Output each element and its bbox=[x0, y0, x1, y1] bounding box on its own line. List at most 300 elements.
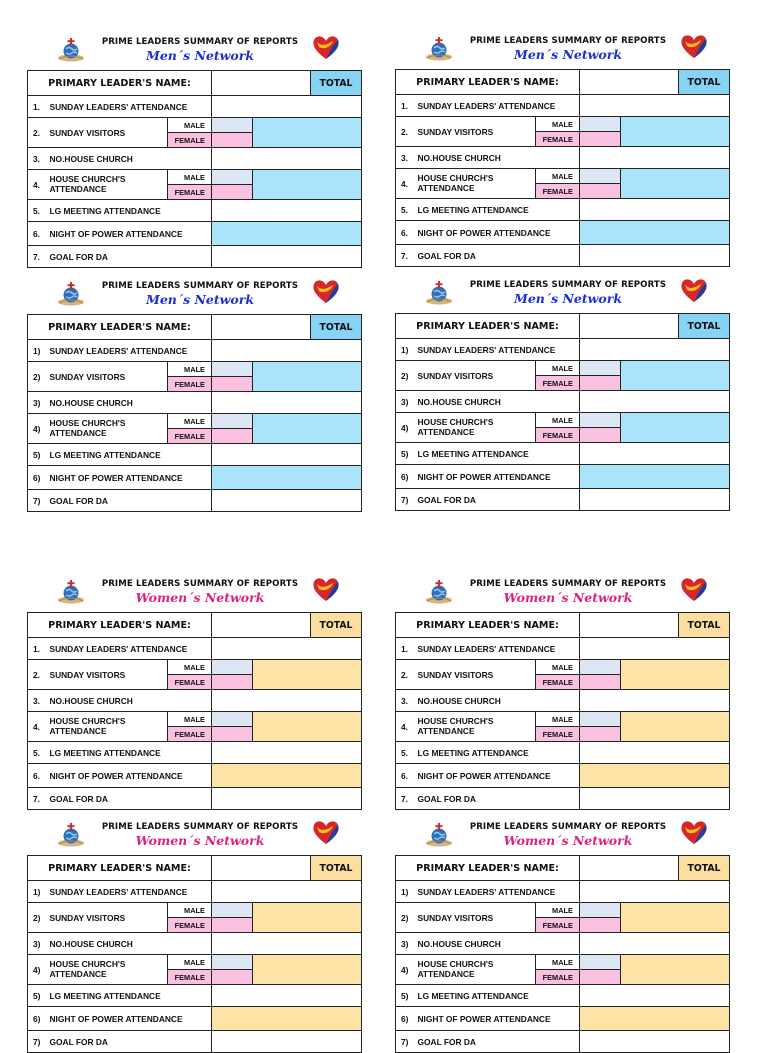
item-number: 1. bbox=[28, 96, 50, 118]
no-house-church-field[interactable] bbox=[580, 933, 730, 955]
heart-logo-icon bbox=[311, 818, 341, 846]
leader-name-label: PRIMARY LEADER'S NAME: bbox=[396, 314, 580, 339]
church-logo-icon bbox=[425, 579, 453, 605]
sunday-leaders-attendance-field[interactable] bbox=[212, 881, 362, 903]
goal-for-da-field[interactable] bbox=[212, 490, 362, 512]
house-church-attendance-male-field[interactable] bbox=[580, 955, 621, 970]
item-label: SUNDAY LEADERS' ATTENDANCE bbox=[50, 881, 212, 903]
lg-meeting-attendance-field[interactable] bbox=[580, 443, 730, 465]
network-name: Men´s Network bbox=[513, 47, 622, 62]
sunday-leaders-attendance-field[interactable] bbox=[580, 339, 730, 361]
house-church-attendance-male-field[interactable] bbox=[212, 170, 253, 185]
female-label: FEMALE bbox=[536, 918, 580, 933]
church-logo-icon bbox=[425, 280, 453, 306]
report-form-table bbox=[27, 612, 362, 810]
sunday-visitors-female-field[interactable] bbox=[580, 675, 621, 690]
sunday-leaders-attendance-field[interactable] bbox=[580, 95, 730, 117]
item-row-night-of-power-attendance bbox=[396, 764, 730, 788]
item-row-house-church-attendance bbox=[28, 170, 362, 185]
heart-logo-icon bbox=[311, 33, 341, 61]
item-row-sunday-leaders-attendance bbox=[28, 340, 362, 362]
item-number: 6) bbox=[28, 1007, 50, 1031]
item-label: LG MEETING ATTENDANCE bbox=[418, 742, 580, 764]
report-card-men-2 bbox=[395, 32, 729, 267]
item-label: HOUSE CHURCH'S ATTENDANCE bbox=[418, 169, 536, 199]
night-of-power-attendance-field[interactable] bbox=[580, 465, 730, 489]
item-label: LG MEETING ATTENDANCE bbox=[50, 444, 212, 466]
leader-name-row bbox=[396, 613, 730, 638]
item-row-sunday-visitors bbox=[396, 660, 730, 675]
item-row-goal-for-da bbox=[28, 246, 362, 268]
leader-name-label: PRIMARY LEADER'S NAME: bbox=[28, 71, 212, 96]
house-church-attendance-female-field[interactable] bbox=[580, 970, 621, 985]
leader-name-label: PRIMARY LEADER'S NAME: bbox=[28, 613, 212, 638]
leader-name-field[interactable] bbox=[580, 70, 679, 95]
house-church-attendance-total-field[interactable] bbox=[621, 169, 730, 199]
item-label: NO.HOUSE CHURCH bbox=[418, 391, 580, 413]
sunday-leaders-attendance-field[interactable] bbox=[212, 638, 362, 660]
female-label: FEMALE bbox=[168, 377, 212, 392]
item-row-sunday-visitors bbox=[396, 903, 730, 918]
item-label: NO.HOUSE CHURCH bbox=[50, 148, 212, 170]
item-label: NIGHT OF POWER ATTENDANCE bbox=[50, 764, 212, 788]
item-row-sunday-leaders-attendance bbox=[28, 881, 362, 903]
item-label: GOAL FOR DA bbox=[418, 245, 580, 267]
report-form-table bbox=[395, 69, 730, 267]
item-label: GOAL FOR DA bbox=[50, 246, 212, 268]
item-number: 5. bbox=[396, 742, 418, 764]
sunday-visitors-male-field[interactable] bbox=[580, 117, 621, 132]
item-number: 3) bbox=[396, 391, 418, 413]
male-label: MALE bbox=[536, 361, 580, 376]
male-label: MALE bbox=[168, 903, 212, 918]
leader-name-row bbox=[28, 315, 362, 340]
report-form-table bbox=[395, 612, 730, 810]
heart-logo-icon bbox=[679, 575, 709, 603]
report-form-table bbox=[395, 313, 730, 511]
male-label: MALE bbox=[536, 660, 580, 675]
network-name: Women´s Network bbox=[135, 590, 265, 605]
item-label: LG MEETING ATTENDANCE bbox=[418, 199, 580, 221]
item-row-goal-for-da bbox=[396, 788, 730, 810]
item-row-night-of-power-attendance bbox=[28, 466, 362, 490]
item-number: 2) bbox=[28, 362, 50, 392]
goal-for-da-field[interactable] bbox=[212, 1031, 362, 1053]
item-number: 1. bbox=[28, 638, 50, 660]
house-church-attendance-total-field[interactable] bbox=[621, 413, 730, 443]
item-number: 6) bbox=[396, 1007, 418, 1031]
item-label: SUNDAY VISITORS bbox=[50, 660, 168, 690]
house-church-attendance-male-field[interactable] bbox=[580, 413, 621, 428]
sunday-visitors-total-field[interactable] bbox=[621, 361, 730, 391]
item-row-sunday-leaders-attendance bbox=[396, 638, 730, 660]
item-label: NO.HOUSE CHURCH bbox=[418, 690, 580, 712]
sunday-visitors-female-field[interactable] bbox=[580, 918, 621, 933]
item-label: NIGHT OF POWER ATTENDANCE bbox=[50, 222, 212, 246]
goal-for-da-field[interactable] bbox=[212, 246, 362, 268]
sunday-visitors-female-field[interactable] bbox=[212, 377, 253, 392]
house-church-attendance-male-field[interactable] bbox=[212, 414, 253, 429]
item-label: HOUSE CHURCH'S ATTENDANCE bbox=[418, 413, 536, 443]
house-church-attendance-total-field[interactable] bbox=[621, 955, 730, 985]
card-header bbox=[27, 818, 361, 855]
item-row-house-church-attendance bbox=[28, 414, 362, 429]
network-name: Men´s Network bbox=[145, 292, 254, 307]
house-church-attendance-male-field[interactable] bbox=[580, 712, 621, 727]
item-label: GOAL FOR DA bbox=[50, 490, 212, 512]
item-number: 2) bbox=[396, 361, 418, 391]
card-header bbox=[27, 33, 361, 70]
item-number: 1) bbox=[28, 340, 50, 362]
item-row-lg-meeting-attendance bbox=[28, 985, 362, 1007]
lg-meeting-attendance-field[interactable] bbox=[580, 985, 730, 1007]
item-row-sunday-visitors bbox=[28, 118, 362, 133]
item-row-no-house-church bbox=[28, 690, 362, 712]
item-label: NIGHT OF POWER ATTENDANCE bbox=[50, 1007, 212, 1031]
item-number: 3. bbox=[28, 690, 50, 712]
sunday-leaders-attendance-field[interactable] bbox=[212, 96, 362, 118]
item-label: LG MEETING ATTENDANCE bbox=[418, 443, 580, 465]
house-church-attendance-female-field[interactable] bbox=[212, 970, 253, 985]
item-row-sunday-leaders-attendance bbox=[396, 339, 730, 361]
house-church-attendance-male-field[interactable] bbox=[580, 169, 621, 184]
card-header bbox=[395, 32, 729, 69]
no-house-church-field[interactable] bbox=[580, 690, 730, 712]
heart-logo-icon bbox=[311, 277, 341, 305]
female-label: FEMALE bbox=[168, 970, 212, 985]
no-house-church-field[interactable] bbox=[580, 147, 730, 169]
item-label: SUNDAY VISITORS bbox=[50, 903, 168, 933]
total-label: TOTAL bbox=[679, 70, 730, 95]
leader-name-field[interactable] bbox=[212, 71, 311, 96]
sunday-visitors-female-field[interactable] bbox=[580, 132, 621, 147]
male-label: MALE bbox=[168, 660, 212, 675]
lg-meeting-attendance-field[interactable] bbox=[212, 200, 362, 222]
sunday-leaders-attendance-field[interactable] bbox=[580, 638, 730, 660]
item-row-house-church-attendance bbox=[28, 712, 362, 727]
report-title: PRIME LEADERS SUMMARY OF REPORTS bbox=[469, 579, 667, 589]
item-label: LG MEETING ATTENDANCE bbox=[50, 985, 212, 1007]
item-row-no-house-church bbox=[28, 933, 362, 955]
card-header bbox=[395, 818, 729, 855]
lg-meeting-attendance-field[interactable] bbox=[212, 985, 362, 1007]
item-number: 4) bbox=[396, 955, 418, 985]
item-number: 3. bbox=[396, 690, 418, 712]
item-row-goal-for-da bbox=[396, 245, 730, 267]
item-row-sunday-visitors bbox=[28, 660, 362, 675]
leader-name-row bbox=[28, 856, 362, 881]
sunday-visitors-male-field[interactable] bbox=[212, 903, 253, 918]
item-label: SUNDAY VISITORS bbox=[50, 118, 168, 148]
house-church-attendance-female-field[interactable] bbox=[580, 428, 621, 443]
report-card-men-3 bbox=[27, 277, 361, 512]
sunday-visitors-male-field[interactable] bbox=[580, 903, 621, 918]
sunday-visitors-total-field[interactable] bbox=[253, 903, 362, 933]
heart-logo-icon bbox=[679, 32, 709, 60]
sunday-visitors-male-field[interactable] bbox=[212, 660, 253, 675]
item-label: GOAL FOR DA bbox=[50, 788, 212, 810]
report-title: PRIME LEADERS SUMMARY OF REPORTS bbox=[469, 36, 667, 46]
lg-meeting-attendance-field[interactable] bbox=[212, 444, 362, 466]
item-row-lg-meeting-attendance bbox=[28, 444, 362, 466]
item-number: 6) bbox=[28, 466, 50, 490]
item-number: 7. bbox=[28, 788, 50, 810]
house-church-attendance-female-field[interactable] bbox=[212, 727, 253, 742]
female-label: FEMALE bbox=[168, 675, 212, 690]
item-row-night-of-power-attendance bbox=[396, 221, 730, 245]
sunday-visitors-total-field[interactable] bbox=[253, 362, 362, 392]
report-card-men-4 bbox=[395, 276, 729, 511]
female-label: FEMALE bbox=[536, 376, 580, 391]
network-name: Women´s Network bbox=[135, 833, 265, 848]
goal-for-da-field[interactable] bbox=[212, 788, 362, 810]
report-card-women-8 bbox=[395, 818, 729, 1053]
sunday-visitors-male-field[interactable] bbox=[212, 118, 253, 133]
item-row-lg-meeting-attendance bbox=[396, 985, 730, 1007]
sunday-visitors-female-field[interactable] bbox=[212, 675, 253, 690]
no-house-church-field[interactable] bbox=[212, 148, 362, 170]
female-label: FEMALE bbox=[536, 675, 580, 690]
male-label: MALE bbox=[536, 712, 580, 727]
item-row-night-of-power-attendance bbox=[396, 465, 730, 489]
item-row-sunday-leaders-attendance bbox=[396, 881, 730, 903]
leader-name-field[interactable] bbox=[580, 314, 679, 339]
item-row-sunday-visitors bbox=[28, 362, 362, 377]
item-number: 2) bbox=[396, 903, 418, 933]
item-row-no-house-church bbox=[396, 391, 730, 413]
sunday-leaders-attendance-field[interactable] bbox=[580, 881, 730, 903]
report-title: PRIME LEADERS SUMMARY OF REPORTS bbox=[101, 281, 299, 291]
item-number: 6. bbox=[396, 221, 418, 245]
card-header bbox=[395, 276, 729, 313]
item-label: NIGHT OF POWER ATTENDANCE bbox=[418, 764, 580, 788]
sunday-visitors-total-field[interactable] bbox=[621, 660, 730, 690]
item-number: 5. bbox=[28, 742, 50, 764]
item-row-goal-for-da bbox=[28, 1031, 362, 1053]
house-church-attendance-male-field[interactable] bbox=[212, 955, 253, 970]
item-row-house-church-attendance bbox=[28, 955, 362, 970]
card-header bbox=[395, 575, 729, 612]
goal-for-da-field[interactable] bbox=[580, 489, 730, 511]
night-of-power-attendance-field[interactable] bbox=[580, 1007, 730, 1031]
house-church-attendance-total-field[interactable] bbox=[253, 712, 362, 742]
item-label: HOUSE CHURCH'S ATTENDANCE bbox=[50, 955, 168, 985]
report-card-women-7 bbox=[27, 818, 361, 1053]
no-house-church-field[interactable] bbox=[212, 690, 362, 712]
item-label: HOUSE CHURCH'S ATTENDANCE bbox=[50, 414, 168, 444]
night-of-power-attendance-field[interactable] bbox=[212, 222, 362, 246]
sunday-leaders-attendance-field[interactable] bbox=[212, 340, 362, 362]
card-header bbox=[27, 277, 361, 314]
goal-for-da-field[interactable] bbox=[580, 1031, 730, 1053]
male-label: MALE bbox=[168, 118, 212, 133]
leader-name-label: PRIMARY LEADER'S NAME: bbox=[396, 613, 580, 638]
leader-name-row bbox=[28, 71, 362, 96]
total-label: TOTAL bbox=[311, 315, 362, 340]
total-label: TOTAL bbox=[311, 856, 362, 881]
sunday-visitors-male-field[interactable] bbox=[212, 362, 253, 377]
female-label: FEMALE bbox=[536, 184, 580, 199]
item-number: 7) bbox=[396, 489, 418, 511]
report-form-table bbox=[27, 314, 362, 512]
leader-name-field[interactable] bbox=[212, 315, 311, 340]
item-row-no-house-church bbox=[396, 690, 730, 712]
house-church-attendance-total-field[interactable] bbox=[253, 955, 362, 985]
leader-name-field[interactable] bbox=[212, 856, 311, 881]
item-number: 4. bbox=[396, 712, 418, 742]
total-label: TOTAL bbox=[311, 71, 362, 96]
leader-name-field[interactable] bbox=[580, 613, 679, 638]
leader-name-field[interactable] bbox=[580, 856, 679, 881]
item-number: 7. bbox=[28, 246, 50, 268]
item-row-no-house-church bbox=[28, 392, 362, 414]
item-number: 1) bbox=[28, 881, 50, 903]
report-form-table bbox=[395, 855, 730, 1053]
item-label: GOAL FOR DA bbox=[418, 788, 580, 810]
item-number: 5. bbox=[28, 200, 50, 222]
sunday-visitors-total-field[interactable] bbox=[621, 117, 730, 147]
item-label: SUNDAY LEADERS' ATTENDANCE bbox=[418, 339, 580, 361]
sunday-visitors-female-field[interactable] bbox=[212, 133, 253, 148]
item-label: SUNDAY LEADERS' ATTENDANCE bbox=[418, 95, 580, 117]
item-number: 6. bbox=[28, 222, 50, 246]
house-church-attendance-female-field[interactable] bbox=[212, 185, 253, 200]
item-row-goal-for-da bbox=[396, 1031, 730, 1053]
item-row-goal-for-da bbox=[396, 489, 730, 511]
house-church-attendance-total-field[interactable] bbox=[253, 170, 362, 200]
house-church-attendance-total-field[interactable] bbox=[253, 414, 362, 444]
item-number: 5) bbox=[28, 985, 50, 1007]
female-label: FEMALE bbox=[536, 132, 580, 147]
male-label: MALE bbox=[536, 117, 580, 132]
no-house-church-field[interactable] bbox=[212, 392, 362, 414]
sunday-visitors-male-field[interactable] bbox=[580, 361, 621, 376]
report-form-table bbox=[27, 855, 362, 1053]
female-label: FEMALE bbox=[168, 185, 212, 200]
item-number: 7. bbox=[396, 245, 418, 267]
house-church-attendance-total-field[interactable] bbox=[621, 712, 730, 742]
male-label: MALE bbox=[536, 413, 580, 428]
item-number: 6. bbox=[28, 764, 50, 788]
sunday-visitors-female-field[interactable] bbox=[212, 918, 253, 933]
heart-logo-icon bbox=[311, 575, 341, 603]
house-church-attendance-female-field[interactable] bbox=[580, 184, 621, 199]
goal-for-da-field[interactable] bbox=[580, 788, 730, 810]
female-label: FEMALE bbox=[168, 429, 212, 444]
heart-logo-icon bbox=[679, 818, 709, 846]
item-label: SUNDAY LEADERS' ATTENDANCE bbox=[50, 638, 212, 660]
lg-meeting-attendance-field[interactable] bbox=[580, 199, 730, 221]
report-card-women-6 bbox=[395, 575, 729, 810]
female-label: FEMALE bbox=[168, 727, 212, 742]
night-of-power-attendance-field[interactable] bbox=[212, 1007, 362, 1031]
female-label: FEMALE bbox=[168, 133, 212, 148]
leader-name-row bbox=[28, 613, 362, 638]
network-name: Men´s Network bbox=[513, 291, 622, 306]
female-label: FEMALE bbox=[536, 428, 580, 443]
item-number: 4) bbox=[28, 955, 50, 985]
church-logo-icon bbox=[57, 37, 85, 63]
church-logo-icon bbox=[57, 579, 85, 605]
item-row-sunday-visitors bbox=[396, 117, 730, 132]
item-row-sunday-leaders-attendance bbox=[28, 638, 362, 660]
item-number: 3) bbox=[28, 933, 50, 955]
no-house-church-field[interactable] bbox=[580, 391, 730, 413]
leader-name-field[interactable] bbox=[212, 613, 311, 638]
item-label: SUNDAY LEADERS' ATTENDANCE bbox=[50, 96, 212, 118]
male-label: MALE bbox=[536, 169, 580, 184]
item-row-night-of-power-attendance bbox=[28, 222, 362, 246]
sunday-visitors-total-field[interactable] bbox=[621, 903, 730, 933]
item-label: SUNDAY LEADERS' ATTENDANCE bbox=[418, 881, 580, 903]
female-label: FEMALE bbox=[536, 727, 580, 742]
lg-meeting-attendance-field[interactable] bbox=[212, 742, 362, 764]
item-number: 7) bbox=[28, 490, 50, 512]
report-form-table bbox=[27, 70, 362, 268]
sunday-visitors-total-field[interactable] bbox=[253, 660, 362, 690]
lg-meeting-attendance-field[interactable] bbox=[580, 742, 730, 764]
item-row-lg-meeting-attendance bbox=[396, 742, 730, 764]
item-row-night-of-power-attendance bbox=[28, 764, 362, 788]
item-number: 2. bbox=[28, 118, 50, 148]
leader-name-label: PRIMARY LEADER'S NAME: bbox=[28, 315, 212, 340]
item-number: 4. bbox=[396, 169, 418, 199]
item-label: NIGHT OF POWER ATTENDANCE bbox=[418, 1007, 580, 1031]
item-row-lg-meeting-attendance bbox=[396, 443, 730, 465]
night-of-power-attendance-field[interactable] bbox=[212, 466, 362, 490]
item-number: 1. bbox=[396, 95, 418, 117]
item-row-goal-for-da bbox=[28, 490, 362, 512]
night-of-power-attendance-field[interactable] bbox=[580, 764, 730, 788]
male-label: MALE bbox=[536, 903, 580, 918]
night-of-power-attendance-field[interactable] bbox=[580, 221, 730, 245]
no-house-church-field[interactable] bbox=[212, 933, 362, 955]
item-label: NIGHT OF POWER ATTENDANCE bbox=[418, 465, 580, 489]
leader-name-row bbox=[396, 856, 730, 881]
item-label: GOAL FOR DA bbox=[418, 489, 580, 511]
item-label: SUNDAY LEADERS' ATTENDANCE bbox=[418, 638, 580, 660]
item-number: 2. bbox=[396, 117, 418, 147]
item-row-goal-for-da bbox=[28, 788, 362, 810]
item-row-sunday-visitors bbox=[396, 361, 730, 376]
item-row-sunday-leaders-attendance bbox=[28, 96, 362, 118]
sunday-visitors-male-field[interactable] bbox=[580, 660, 621, 675]
church-logo-icon bbox=[57, 281, 85, 307]
item-label: NO.HOUSE CHURCH bbox=[418, 147, 580, 169]
network-name: Women´s Network bbox=[503, 833, 633, 848]
sunday-visitors-total-field[interactable] bbox=[253, 118, 362, 148]
leader-name-label: PRIMARY LEADER'S NAME: bbox=[396, 70, 580, 95]
card-header bbox=[27, 575, 361, 612]
item-number: 4. bbox=[28, 712, 50, 742]
sunday-visitors-female-field[interactable] bbox=[580, 376, 621, 391]
house-church-attendance-female-field[interactable] bbox=[580, 727, 621, 742]
item-label: NIGHT OF POWER ATTENDANCE bbox=[50, 466, 212, 490]
item-label: HOUSE CHURCH'S ATTENDANCE bbox=[50, 712, 168, 742]
item-number: 2. bbox=[28, 660, 50, 690]
house-church-attendance-male-field[interactable] bbox=[212, 712, 253, 727]
house-church-attendance-female-field[interactable] bbox=[212, 429, 253, 444]
item-number: 3) bbox=[396, 933, 418, 955]
goal-for-da-field[interactable] bbox=[580, 245, 730, 267]
male-label: MALE bbox=[168, 712, 212, 727]
item-label: SUNDAY VISITORS bbox=[418, 117, 536, 147]
item-number: 5) bbox=[28, 444, 50, 466]
item-label: NO.HOUSE CHURCH bbox=[50, 690, 212, 712]
night-of-power-attendance-field[interactable] bbox=[212, 764, 362, 788]
item-row-no-house-church bbox=[396, 933, 730, 955]
male-label: MALE bbox=[168, 955, 212, 970]
